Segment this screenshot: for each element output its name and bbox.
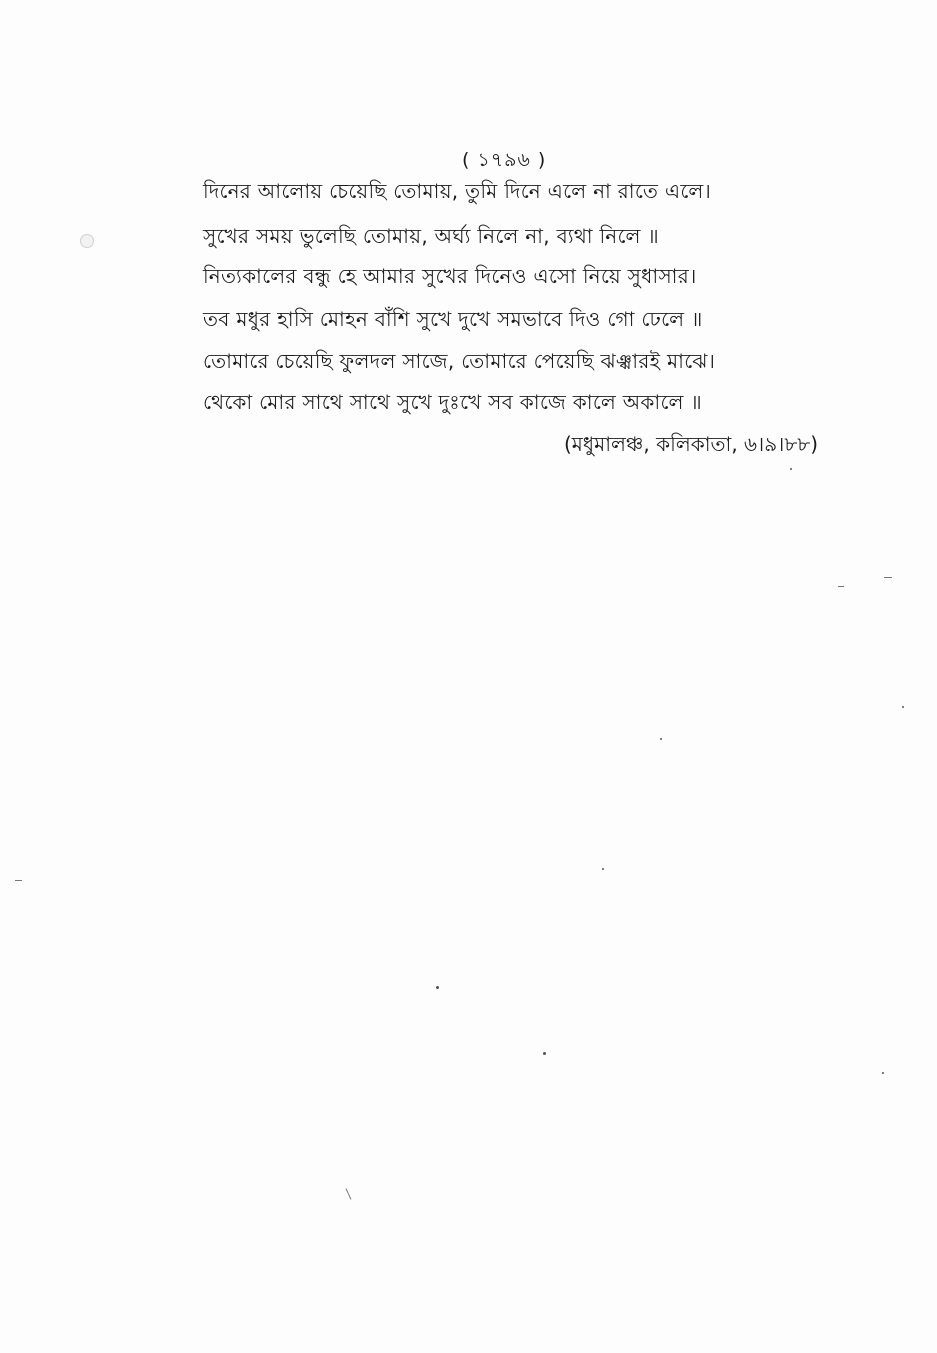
poem-line: তব মধুর হাসি মোহন বাঁশি সুখে দুখে সমভাবে দিও গো ঢেলে ॥ xyxy=(203,307,703,331)
page-number: ( ১৭৯৬ ) xyxy=(462,149,547,171)
scan-speck xyxy=(902,706,904,708)
poem-line: থেকো মোর সাথে সাথে সুখে দুঃখে সব কাজে কালে অকালে ॥ xyxy=(203,390,702,414)
scan-mark xyxy=(884,577,892,578)
scan-speck xyxy=(602,868,604,870)
poem-line: সুখের সময় ভুলেছি তোমায়, অর্ঘ্য নিলে না, ব্যথা নিলে ॥ xyxy=(203,224,660,248)
scan-speck xyxy=(790,468,792,470)
poem-line: দিনের আলোয় চেয়েছি তোমায়, তুমি দিনে এলে না রাতে এলে। xyxy=(203,179,712,203)
poem-line: নিত্যকালের বন্ধু হে আমার সুখের দিনেও এসো নিয়ে সুধাসার। xyxy=(203,264,697,288)
punch-hole-mark xyxy=(80,234,94,248)
scan-speck xyxy=(882,1072,884,1074)
scan-speck xyxy=(543,1052,546,1055)
poem-line: তোমারে চেয়েছি ফুলদল সাজে, তোমারে পেয়েছি ঝঞ্ঝারই মাঝে। xyxy=(203,349,716,373)
scan-mark xyxy=(838,586,844,587)
source-citation: (মধুমালঞ্চ, কলিকাতা, ৬।৯।৮৮) xyxy=(564,432,819,456)
scan-speck xyxy=(436,986,439,989)
scan-speck xyxy=(660,738,662,740)
scan-mark xyxy=(15,880,22,881)
scan-mark xyxy=(346,1188,352,1199)
